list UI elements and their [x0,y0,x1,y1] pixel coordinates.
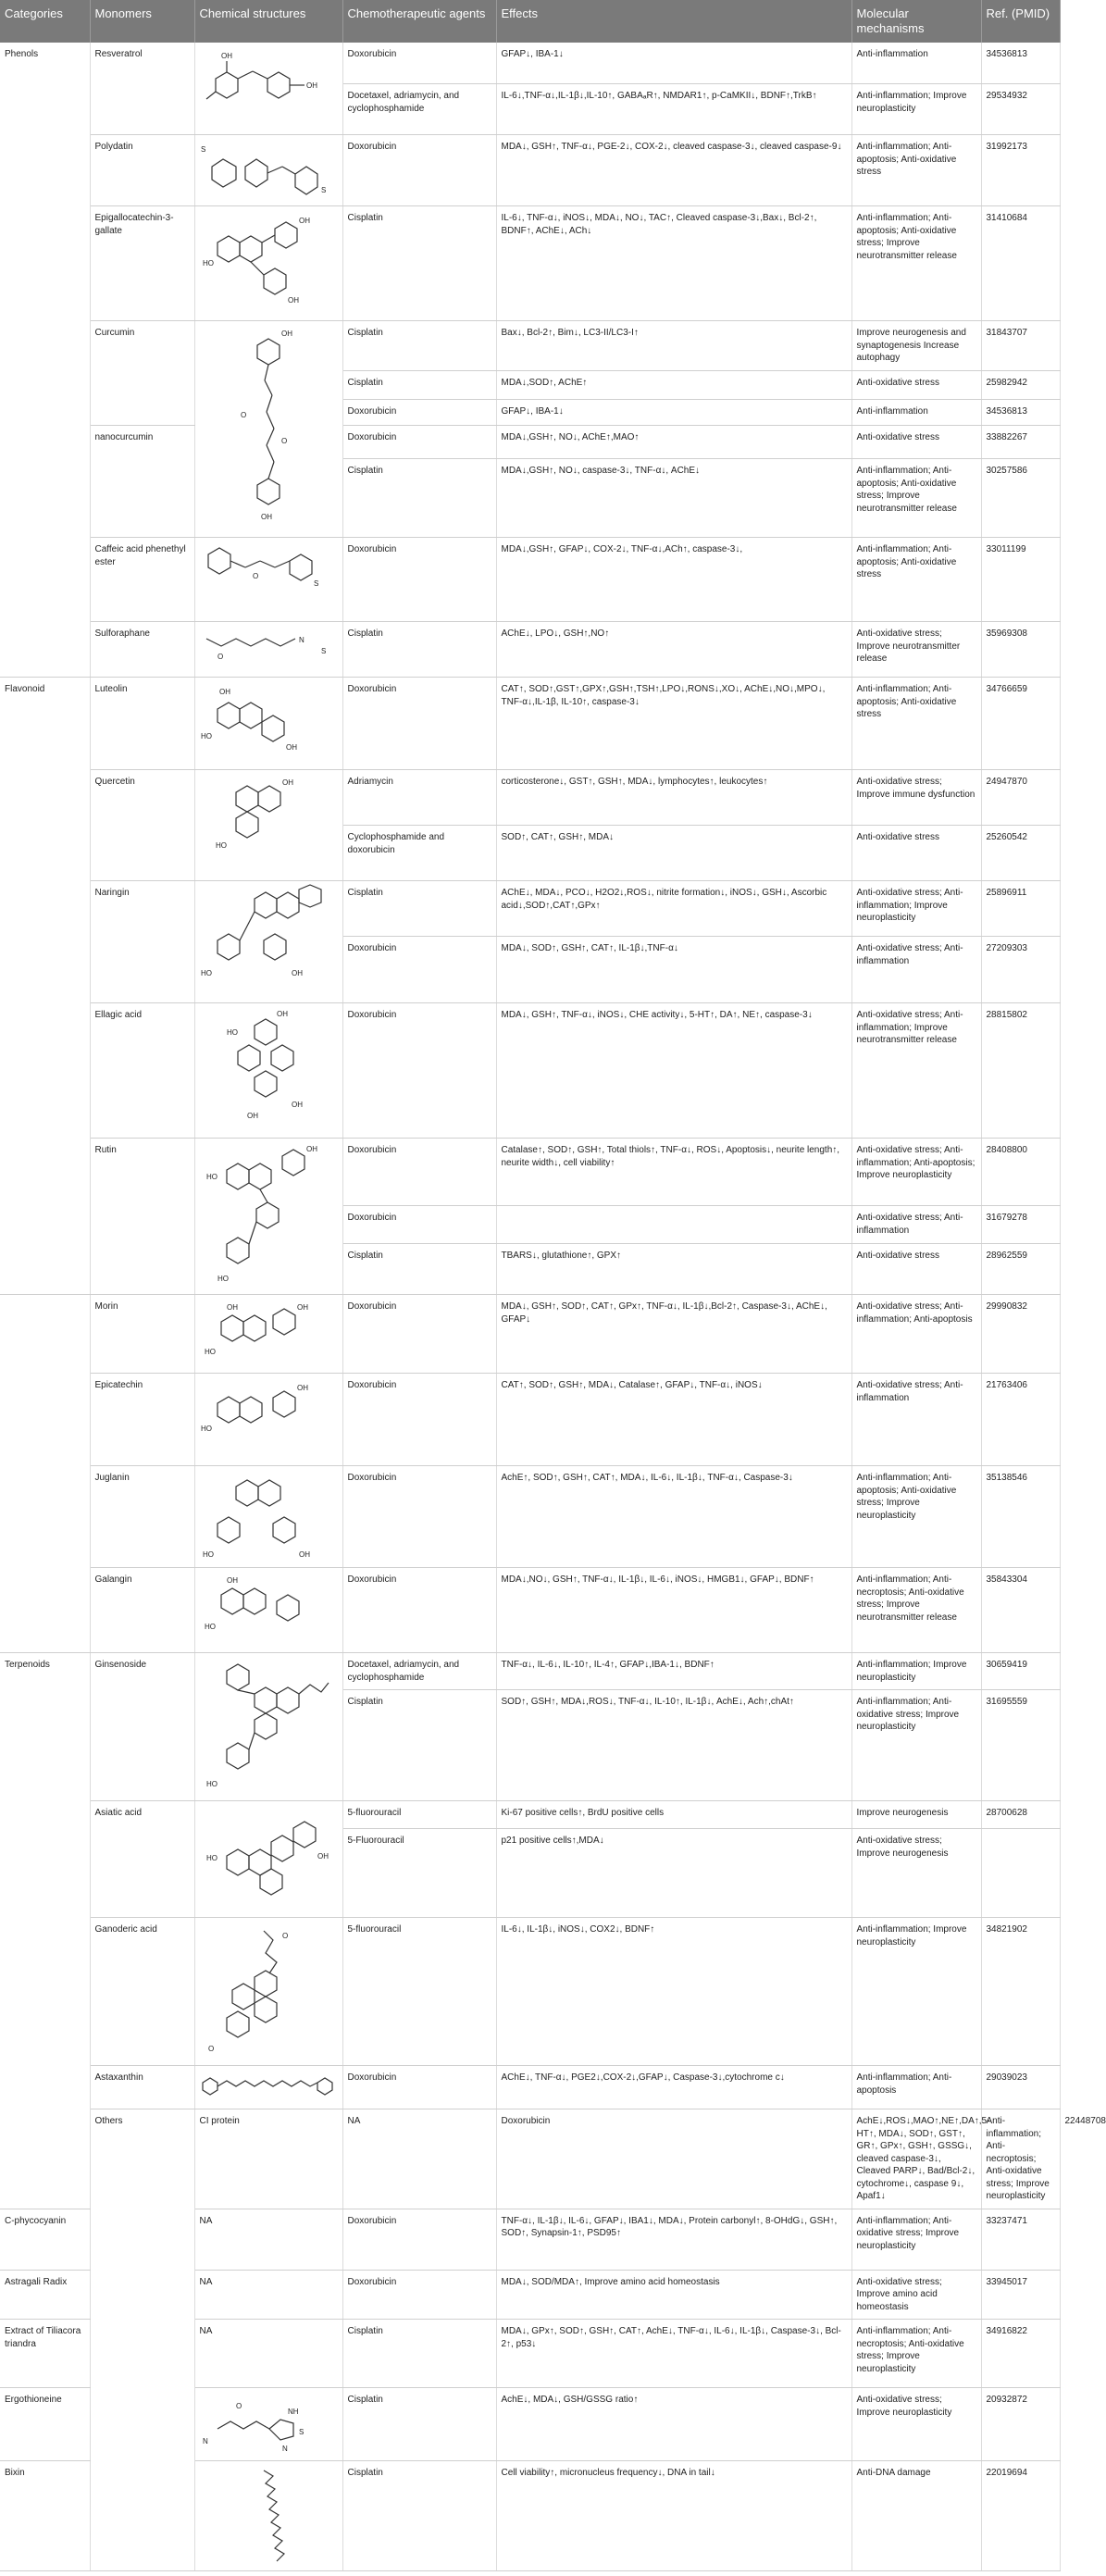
structure-cell: NA [342,2109,496,2209]
table-row [0,1003,1060,1139]
structure-label: HO [227,1028,238,1037]
table-row [0,1653,1060,1690]
agent-cell: Doxorubicin [342,400,496,426]
pmid-cell: 30257586 [981,459,1060,538]
agent-cell: Doxorubicin [342,2209,496,2270]
effects-cell: Bax↓, Bcl-2↑, Bim↓, LC3-II/LC3-I↑ [496,321,851,371]
structure-label: HO [217,1275,229,1283]
agent-cell: Doxorubicin [342,538,496,622]
agent-cell: 5-fluorouracil [342,1801,496,1829]
monomer-cell: Luteolin [90,678,194,770]
agent-cell: Doxorubicin [342,1003,496,1139]
agent-cell: Doxorubicin [342,43,496,84]
table-row [0,1466,1060,1568]
structure-label: OH [292,969,303,977]
mechanism-cell: Improve neurogenesis [851,1801,981,1829]
agent-cell: Adriamycin [342,770,496,826]
structure-label: OH [282,778,293,787]
asiatic-acid-structure-image [199,1805,338,1907]
effects-cell: Ki-67 positive cells↑, BrdU positive cells [496,1801,851,1829]
monomer-cell: Ellagic acid [90,1003,194,1139]
effects-cell: AchE↓, MDA↓, GSH/GSSG ratio↑ [496,2388,851,2461]
ellagic-acid-structure-image [199,1007,338,1127]
category-cell: Terpenoids [0,1653,90,2209]
category-cell-empty [0,1295,90,1653]
mechanism-cell: Anti-oxidative stress; Anti-inflammation; Anti-apoptosis; Improve neuroplasticity [851,1139,981,1206]
mechanism-cell: Anti-inflammation; Anti-necroptosis; Anti-oxidative stress; Improve neurotransmitter release [851,1568,981,1653]
pmid-cell: 29039023 [981,2066,1060,2109]
mechanism-cell: Anti-inflammation; Improve neuroplasticity [851,84,981,135]
pmid-cell: 34916822 [981,2320,1060,2388]
pmid-cell: 22019694 [981,2461,1060,2571]
agent-cell: Doxorubicin [342,1295,496,1374]
effects-cell: AChE↓, TNF-α↓, PGE2↓,COX-2↓,GFAP↓, Caspase-3↓,cytochrome c↓ [496,2066,851,2109]
structure-label: HO [205,1348,216,1356]
structure-label: HO [205,1623,216,1631]
monomer-cell: Extract of Tiliacora triandra [0,2320,90,2388]
pmid-cell: 27209303 [981,937,1060,1003]
mechanism-cell: Anti-inflammation; Anti-apoptosis; Anti-oxidative stress; Improve neuroplasticity [851,1466,981,1568]
structure-label: OH [247,1112,258,1120]
structure-label: OH [297,1384,308,1392]
monomer-cell: Epigallocatechin-3-gallate [90,206,194,321]
pmid-cell: 31410684 [981,206,1060,321]
structure-label: OH [317,1852,329,1860]
monomer-cell: Asiatic acid [90,1801,194,1918]
monomer-cell: Epicatechin [90,1374,194,1466]
structure-astaxanthin [194,2066,342,2109]
pmid-cell: 33945017 [981,2270,1060,2320]
table-row [0,2066,1060,2109]
pmid-cell: 34766659 [981,678,1060,770]
structure-label: OH [306,1145,317,1153]
agent-cell: Cisplatin [342,881,496,937]
structure-label: HO [203,259,214,268]
agent-cell: Doxorubicin [342,1466,496,1568]
structure-label: OH [227,1303,238,1312]
pmid-cell: 28815802 [981,1003,1060,1139]
mechanism-cell: Anti-oxidative stress; Anti-inflammation; Improve neuroplasticity [851,881,981,937]
effects-cell: MDA↓,SOD↑, AChE↑ [496,371,851,400]
monomer-cell: Curcumin [90,321,194,426]
header-chemical-structures: Chemical structures [194,0,342,43]
agent-cell: Cisplatin [342,459,496,538]
mechanism-cell: Anti-oxidative stress; Improve neuroplasticity [851,2388,981,2461]
mechanism-cell: Anti-inflammation; Improve neuroplasticity [851,1653,981,1690]
mechanism-cell: Anti-oxidative stress; Improve neurotransmitter release [851,622,981,678]
structure-label: OH [227,1576,238,1585]
curcumin-structure-image [213,325,324,533]
monomer-cell: Caffeic acid phenethyl ester [90,538,194,622]
monomer-cell: C-phycocyanin [0,2209,90,2270]
header-ref-pmid: Ref. (PMID) [981,0,1060,43]
agent-cell: 5-fluorouracil [342,1918,496,2066]
monomer-cell: Naringin [90,881,194,1003]
effects-cell: IL-6↓, TNF-α↓, iNOS↓, MDA↓, NO↓, TAC↑, Cleaved caspase-3↓,Bax↓, Bcl-2↑, BDNF↑, AChE↓, ACh↓ [496,206,851,321]
table-row [0,1139,1060,1206]
monomer-cell: Astaxanthin [90,2066,194,2109]
header-effects: Effects [496,0,851,43]
table-row [0,622,1060,678]
monomer-cell: Sulforaphane [90,622,194,678]
structure-egcg [194,206,342,321]
agent-cell: Doxorubicin [342,937,496,1003]
morin-structure-image [199,1299,338,1363]
structure-label: OH [297,1303,308,1312]
effects-cell: SOD↑, GSH↑, MDA↓,ROS↓, TNF-α↓, IL-10↑, IL-1β↓, AchE↓, Ach↑,chAt↑ [496,1690,851,1801]
mechanism-cell: Anti-inflammation; Anti-oxidative stress; Improve neuroplasticity [851,1690,981,1801]
agent-cell: Doxorubicin [342,135,496,206]
structure-label: O [217,653,224,661]
structure-label: OH [221,51,232,60]
effects-cell: MDA↓, GSH↑, TNF-α↓, iNOS↓, CHE activity↓, 5-HT↑, DA↑, NE↑, caspase-3↓ [496,1003,851,1139]
structure-label: HO [201,969,212,977]
effects-cell: IL-6↓,TNF-α↓,IL-1β↓,IL-10↑, GABAₐR↑, NMDAR1↑, p-CaMKII↓, BDNF↑,TrkB↑ [496,84,851,135]
effects-cell: IL-6↓, IL-1β↓, iNOS↓, COX2↓, BDNF↑ [496,1918,851,2066]
rutin-structure-image [199,1142,338,1290]
agent-cell: Doxorubicin [342,1206,496,1243]
table-row [0,1568,1060,1653]
pmid-cell: 25260542 [981,826,1060,881]
mechanism-cell: Anti-inflammation; Anti-apoptosis; Anti-oxidative stress [851,678,981,770]
structure-label: N [203,2437,208,2445]
naringin-structure-image [199,885,338,987]
pmid-cell: 28962559 [981,1243,1060,1294]
egcg-structure-image [199,210,338,312]
structure-resveratrol [194,43,342,135]
structure-label: HO [206,1173,217,1181]
monomer-cell: Rutin [90,1139,194,1295]
pmid-cell: 34536813 [981,43,1060,84]
bixin-structure-image [199,2465,338,2567]
structure-label: OH [288,296,299,305]
effects-cell: Catalase↑, SOD↑, GSH↑, Total thiols↑, TNF-α↓, ROS↓, Apoptosis↓, neurite length↑, neurite width↓, cell viability↑ [496,1139,851,1206]
structure-label: OH [219,688,230,696]
effects-cell: MDA↓, SOD/MDA↑, Improve amino acid homeostasis [496,2270,851,2320]
mechanism-cell: Anti-inflammation [851,400,981,426]
pmid-cell: 35969308 [981,622,1060,678]
pmid-cell: 31695559 [981,1690,1060,1801]
structure-label: O [208,2045,215,2053]
table-row [0,43,1060,84]
agent-cell: Doxorubicin [342,1374,496,1466]
mechanism-cell: Improve neurogenesis and synaptogenesis Increase autophagy [851,321,981,371]
pmid-cell: 33011199 [981,538,1060,622]
structure-label: OH [299,217,310,225]
pmid-cell: 34821902 [981,1918,1060,2066]
effects-cell: Cell viability↑, micronucleus frequency↓, DNA in tail↓ [496,2461,851,2571]
agent-cell: Cisplatin [342,2461,496,2571]
pmid-cell: 20932872 [981,2388,1060,2461]
effects-cell: MDA↓,GSH↑, GFAP↓, COX-2↓, TNF-α↓,ACh↑, caspase-3↓, [496,538,851,622]
ginsenoside-structure-image [199,1657,338,1796]
agent-cell: Cisplatin [342,206,496,321]
header-categories: Categories [0,0,90,43]
effects-cell: SOD↑, CAT↑, GSH↑, MDA↓ [496,826,851,881]
mechanism-cell: Anti-oxidative stress; Anti-inflammation [851,937,981,1003]
table-row [0,321,1060,371]
quercetin-structure-image [199,774,338,857]
structure-label: OH [292,1101,303,1109]
pmid-cell: 21763406 [981,1374,1060,1466]
agent-cell: 5-Fluorouracil [342,1829,496,1918]
structure-label: OH [261,513,272,521]
agent-cell: Docetaxel, adriamycin, and cyclophosphamide [342,84,496,135]
mechanism-cell: Anti-inflammation; Anti-apoptosis; Anti-oxidative stress; Improve neurotransmitter release [851,459,981,538]
monomer-cell: Juglanin [90,1466,194,1568]
effects-cell: AchE↑, SOD↑, GSH↑, CAT↑, MDA↓, IL-6↓, IL-1β↓, TNF-α↓, Caspase-3↓ [496,1466,851,1568]
structure-juglanin [194,1466,342,1568]
agent-cell: Doxorubicin [342,678,496,770]
agent-cell: Docetaxel, adriamycin, and cyclophosphamide [342,1653,496,1690]
table-row [0,881,1060,937]
structure-label: O [236,2402,242,2410]
sulforaphane-structure-image [199,626,338,663]
table-row [0,1801,1060,1829]
table-row [0,1374,1060,1466]
structure-label: NH [288,2408,299,2416]
table-row [0,206,1060,321]
table-row [0,135,1060,206]
structure-ginsenoside [194,1653,342,1801]
table-row: Others CI protein NA Doxorubicin AchE↓,ROS↓,MAO↑,NE↑,DA↑,5-HT↑, MDA↓, SOD↑, GST↑, GR↑, GPx↑, GSH↑, GSSG↓, cleaved caspase-3↓, Cleaved PARP↓, Bad/Bcl-2↓, cytochrome↓, caspase 9↓, Apaf1↓ Anti-inflammation; Anti-necroptosis; Anti-oxidative stress; Improve neuroplasticity 22448708 [0,2109,1060,2209]
agent-cell: Cyclophosphamide and doxorubicin [342,826,496,881]
epicatechin-structure-image [199,1377,338,1442]
effects-cell: TNF-α↓, IL-6↓, IL-10↑, IL-4↑, GFAP↓,IBA-1↓, BDNF↑ [496,1653,851,1690]
structure-galangin [194,1568,342,1653]
pmid-cell: 24947870 [981,770,1060,826]
structure-label: N [282,2445,288,2453]
structure-label: S [299,2428,304,2436]
structure-label: HO [206,1780,217,1788]
structure-label: N [299,636,304,644]
structure-label: OH [281,330,292,338]
structure-label: HO [201,1425,212,1433]
mechanism-cell: Anti-oxidative stress; Anti-inflammation; Anti-apoptosis [851,1295,981,1374]
monomer-cell: Galangin [90,1568,194,1653]
monomer-cell: Astragali Radix [0,2270,90,2320]
structure-ergothioneine [194,2388,342,2461]
structure-asiatic-acid [194,1801,342,1918]
agent-cell: Doxorubicin [342,2066,496,2109]
agent-cell: Cisplatin [342,2320,496,2388]
pmid-cell: 35843304 [981,1568,1060,1653]
pmid-cell: 29534932 [981,84,1060,135]
mechanism-cell: Anti-oxidative stress [851,426,981,459]
mechanism-cell: Anti-oxidative stress; Improve amino acid homeostasis [851,2270,981,2320]
effects-cell: MDA↓, GSH↑, TNF-α↓, PGE-2↓, COX-2↓, cleaved caspase-3↓, cleaved caspase-9↓ [496,135,851,206]
effects-cell: CAT↑, SOD↑,GST↑,GPX↑,GSH↑,TSH↑,LPO↓,RONS↓,XO↓, AChE↓,NO↓,MPO↓, TNF-α↓,IL-1β, IL-10↑, caspase-3↓ [496,678,851,770]
pmid-cell: 25896911 [981,881,1060,937]
structure-label: OH [277,1010,288,1018]
structure-label: O [253,572,259,580]
mechanism-cell: Anti-inflammation; Anti-apoptosis [851,2066,981,2109]
pmid-cell: 33882267 [981,426,1060,459]
monomer-cell: Quercetin [90,770,194,881]
monomer-cell: Resveratrol [90,43,194,135]
table-row [0,678,1060,770]
header-chemotherapeutic-agents: Chemotherapeutic agents [342,0,496,43]
pmid-cell: 30659419 [981,1653,1060,1690]
ergothioneine-structure-image [199,2392,338,2457]
structure-label: O [241,411,247,419]
effects-cell: MDA↓,GSH↑, NO↓, caspase-3↓, TNF-α↓, AChE↓ [496,459,851,538]
mechanism-cell: Anti-inflammation; Improve neuroplasticity [851,1918,981,2066]
table-row [0,538,1060,622]
effects-cell: MDA↓, GPx↑, SOD↑, GSH↑, CAT↑, AchE↓, TNF-α↓, IL-6↓, IL-1β↓, Caspase-3↓, Bcl-2↑, p53↓ [496,2320,851,2388]
effects-cell: AChE↓, LPO↓, GSH↑,NO↑ [496,622,851,678]
pmid-cell: 28408800 [981,1139,1060,1206]
monomer-cell: nanocurcumin [90,426,194,538]
pmid-cell: 31679278 [981,1206,1060,1243]
effects-cell: MDA↓, GSH↑, SOD↑, CAT↑, GPx↑, TNF-α↓, IL-1β↓,Bcl-2↑, Caspase-3↓, AChE↓, GFAP↓ [496,1295,851,1374]
agent-cell: Cisplatin [342,2388,496,2461]
table-row [0,426,1060,459]
category-cell: Phenols [0,43,90,678]
mechanism-cell: Anti-oxidative stress; Improve immune dysfunction [851,770,981,826]
effects-cell: p21 positive cells↑,MDA↓ [496,1829,851,1918]
structure-morin [194,1295,342,1374]
pmid-cell: 25982942 [981,371,1060,400]
agent-cell: Doxorubicin [342,1568,496,1653]
polydatin-structure-image [199,139,338,202]
mechanism-cell: Anti-oxidative stress [851,826,981,881]
mechanism-cell: Anti-inflammation; Anti-apoptosis; Anti-oxidative stress [851,538,981,622]
effects-cell: GFAP↓, IBA-1↓ [496,400,851,426]
structure-luteolin [194,678,342,770]
mechanism-cell: Anti-inflammation; Anti-necroptosis; Anti-oxidative stress; Improve neuroplasticity [851,2320,981,2388]
table-row [0,1918,1060,2066]
effects-cell: corticosterone↓, GST↑, GSH↑, MDA↓, lymphocytes↑, leukocytes↑ [496,770,851,826]
structure-label: S [321,186,327,194]
header-monomers: Monomers [90,0,194,43]
mechanism-cell: Anti-inflammation; Anti-apoptosis; Anti-oxidative stress [851,135,981,206]
agent-cell: Doxorubicin [342,426,496,459]
monomer-cell: Ganoderic acid [90,1918,194,2066]
mechanism-cell: Anti-oxidative stress; Improve neurogenesis [851,1829,981,1918]
structure-label: HO [201,732,212,740]
mechanism-cell: Anti-inflammation [851,43,981,84]
structure-cape [194,538,342,622]
category-cell: Others [90,2109,194,2571]
table-row [0,1295,1060,1374]
pmid-cell: 29990832 [981,1295,1060,1374]
monomer-cell: Bixin [0,2461,90,2571]
monomer-cell: CI protein [194,2109,342,2209]
structure-label: HO [203,1550,214,1559]
structure-label: S [321,647,327,655]
pmid-cell: 34536813 [981,400,1060,426]
structure-label: OH [286,743,297,752]
structure-cell: NA [194,2270,342,2320]
pmid-cell: 31843707 [981,321,1060,371]
galangin-structure-image [199,1572,338,1636]
agent-cell: Doxorubicin [342,2270,496,2320]
pmid-cell: 33237471 [981,2209,1060,2270]
agent-cell: Cisplatin [342,321,496,371]
mechanism-cell: Anti-oxidative stress; Anti-inflammation; Improve neurotransmitter release [851,1003,981,1139]
juglanin-structure-image [199,1470,338,1562]
agent-cell: Cisplatin [342,371,496,400]
resveratrol-structure-image [199,46,338,120]
structure-label: O [281,437,288,445]
mechanism-cell: Anti-inflammation; Anti-oxidative stress; Improve neuroplasticity [851,2209,981,2270]
luteolin-structure-image [199,681,338,755]
cape-structure-image [199,541,338,606]
structure-rutin [194,1139,342,1295]
table-header [0,0,1060,43]
structure-ganoderic-acid [194,1918,342,2066]
effects-cell: MDA↓, SOD↑, GSH↑, CAT↑, IL-1β↓,TNF-α↓ [496,937,851,1003]
effects-cell: AChE↓, MDA↓, PCO↓, H2O2↓,ROS↓, nitrite formation↓, iNOS↓, GSH↓, Ascorbic acid↓,SOD↑,CAT↑,GPx↑ [496,881,851,937]
mechanism-cell: Anti-inflammation; Anti-necroptosis; Anti-oxidative stress; Improve neuroplasticity [981,2109,1060,2209]
agent-cell: Cisplatin [342,622,496,678]
structure-ellagic-acid [194,1003,342,1139]
structure-label: HO [216,841,227,850]
structure-label: HO [206,1854,217,1862]
structure-label: S [201,145,206,154]
effects-cell: TBARS↓, glutathione↑, GPX↑ [496,1243,851,1294]
structure-cell: NA [194,2209,342,2270]
monomer-cell: Morin [90,1295,194,1374]
structure-curcumin [194,321,342,538]
agent-cell: Cisplatin [342,1243,496,1294]
agent-cell: Cisplatin [342,1690,496,1801]
pmid-cell [981,1829,1060,1918]
structure-bixin [194,2461,342,2571]
structure-label: S [314,579,319,588]
effects-cell: AchE↓,ROS↓,MAO↑,NE↑,DA↑,5-HT↑, MDA↓, SOD↑, GST↑, GR↑, GPx↑, GSH↑, GSSG↓, cleaved caspase-3↓, Cleaved PARP↓, Bad/Bcl-2↓, cytochrome↓, caspase 9↓, Apaf1↓ [851,2109,981,2209]
effects-cell [496,1206,851,1243]
structure-epicatechin [194,1374,342,1466]
category-cell: Flavonoid [0,678,90,1295]
monomer-cell: Polydatin [90,135,194,206]
pmid-cell: 31992173 [981,135,1060,206]
table-row [0,770,1060,826]
mechanism-cell: Anti-DNA damage [851,2461,981,2571]
agent-cell: Doxorubicin [496,2109,851,2209]
pmid-cell: 28700628 [981,1801,1060,1829]
structure-label: OH [306,81,317,90]
astaxanthin-structure-image [199,2070,338,2103]
structure-polydatin [194,135,342,206]
structure-naringin [194,881,342,1003]
effects-cell: TNF-α↓, IL-1β↓, IL-6↓, GFAP↓, IBA1↓, MDA↓, Protein carbonyl↑, 8-OHdG↓, GSH↑, SOD↑, Synapsin-1↑, PSD95↑ [496,2209,851,2270]
mechanism-cell: Anti-oxidative stress; Anti-inflammation [851,1206,981,1243]
monomer-cell: Ginsenoside [90,1653,194,1801]
effects-cell: CAT↑, SOD↑, GSH↑, MDA↓, Catalase↑, GFAP↓, TNF-α↓, iNOS↓ [496,1374,851,1466]
agent-cell: Doxorubicin [342,1139,496,1206]
structure-quercetin [194,770,342,881]
mechanism-cell: Anti-oxidative stress [851,1243,981,1294]
monomer-cell: Ergothioneine [0,2388,90,2461]
mechanism-cell: Anti-oxidative stress [851,371,981,400]
effects-cell: MDA↓,GSH↑, NO↓, AChE↑,MAO↑ [496,426,851,459]
ganoderic-acid-structure-image [199,1922,338,2060]
header-molecular-mechanisms: Molecular mechanisms [851,0,981,43]
mechanism-cell: Anti-oxidative stress; Anti-inflammation [851,1374,981,1466]
mechanism-cell: Anti-inflammation; Anti-apoptosis; Anti-oxidative stress; Improve neurotransmitter release [851,206,981,321]
effects-cell: MDA↓,NO↓, GSH↑, TNF-α↓, IL-1β↓, IL-6↓, iNOS↓, HMGB1↓, GFAP↓, BDNF↑ [496,1568,851,1653]
structure-cell: NA [194,2320,342,2388]
structure-sulforaphane [194,622,342,678]
pmid-cell: 35138546 [981,1466,1060,1568]
effects-cell: GFAP↓, IBA-1↓ [496,43,851,84]
structure-label: O [282,1932,289,1940]
structure-label: OH [299,1550,310,1559]
